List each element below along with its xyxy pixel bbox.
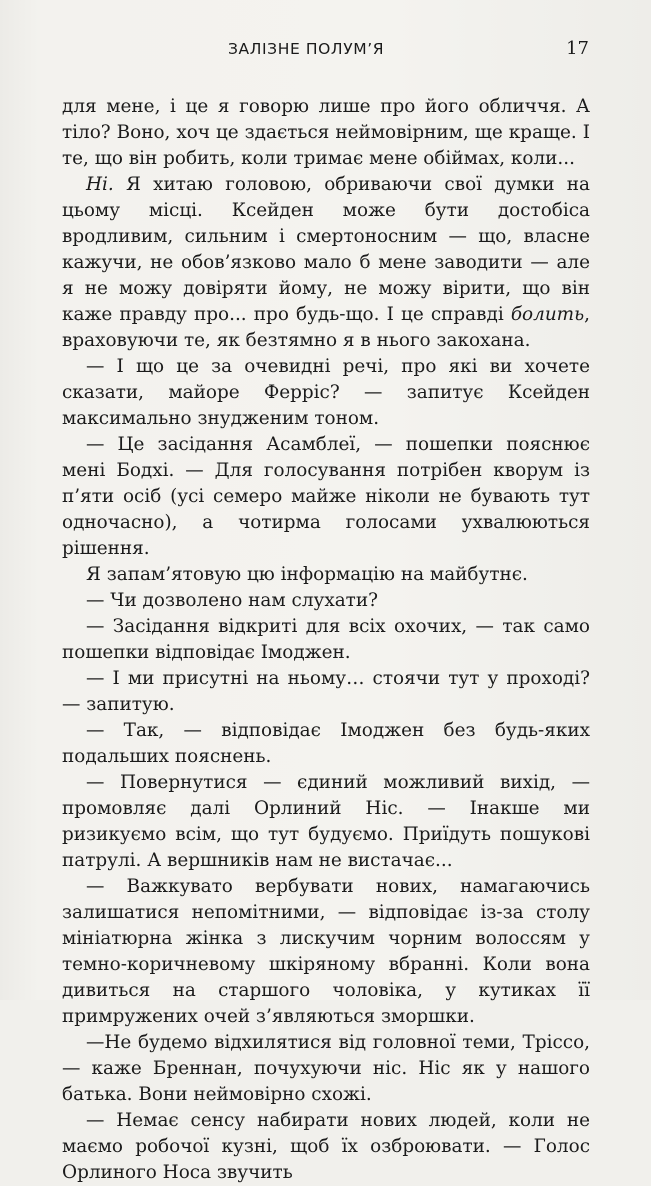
text-segment: — І що це за очевидні речі, про які ви хочете сказати, майоре Ферріс? — запитує Ксейден максимально знудженим тоном. bbox=[62, 356, 590, 429]
text-segment: Я запам’ятовую цю інформацію на майбутнє. bbox=[86, 564, 528, 585]
page-number: 17 bbox=[566, 38, 589, 59]
paragraph bbox=[62, 1030, 590, 1108]
text-segment: — Важкувато вербувати нових, намагаючись залишатися непомітними, — відповідає із-за столу мініатюрна жінка з лискучим чорним волоссям у темно-коричневому шкіряному вбранні. Коли вона дивиться на старшого чоловіка, у кутиках її примружених очей з’являються зморшки. bbox=[62, 876, 590, 1027]
paragraph bbox=[62, 562, 590, 588]
text-segment: — Повернутися — єдиний можливий вихід, — промовляє далі Орлиний Ніс. — Інакше ми ризикуємо всім, що тут будуємо. Приїдуть пошукові патрулі. А вершників нам не вистачає... bbox=[62, 772, 590, 871]
body-text bbox=[62, 94, 590, 1186]
paragraph bbox=[62, 1108, 590, 1186]
text-segment: — Немає сенсу набирати нових людей, коли не маємо робочої кузні, щоб їх озброювати. — Голос Орлиного Носа звучить bbox=[62, 1110, 590, 1183]
running-head-title: ЗАЛІЗНЕ ПОЛУМ’Я bbox=[228, 40, 385, 58]
text-segment: — Так, — відповідає Імоджен без будь-яких подальших пояснень. bbox=[62, 720, 590, 767]
text-segment: —Не будемо відхилятися від головної теми, Тріссо, — каже Бреннан, почухуючи ніс. Ніс як у нашого батька. Вони неймовірно схожі. bbox=[62, 1032, 590, 1105]
paragraph bbox=[62, 874, 590, 1030]
paragraph bbox=[62, 172, 590, 354]
paragraph bbox=[62, 354, 590, 432]
text-segment: — Засідання відкриті для всіх охочих, — так само пошепки відповідає Імоджен. bbox=[62, 616, 590, 663]
text-segment: — Це засідання Асамблеї, — пошепки пояснює мені Бодхі. — Для голосування потрібен кворум із п’яти осіб (усі семеро майже ніколи не бувають тут одночасно), а чотирма голосами ухвалюються рішення. bbox=[62, 434, 590, 559]
paragraph bbox=[62, 666, 590, 718]
paragraph bbox=[62, 770, 590, 874]
paragraph bbox=[62, 588, 590, 614]
paragraph bbox=[62, 614, 590, 666]
text-segment: — Чи дозволено нам слухати? bbox=[86, 590, 378, 611]
paragraph bbox=[62, 718, 590, 770]
text-segment: для мене, і це я говорю лише про його обличчя. А тіло? Воно, хоч це здається неймовірним, ще краще. І те, що він робить, коли тримає мене обіймах, коли... bbox=[62, 96, 590, 169]
text-segment: , враховуючи те, як безтямно я в нього закохана. bbox=[62, 304, 590, 351]
paragraph bbox=[62, 432, 590, 562]
text-segment: — І ми присутні на ньому… стоячи тут у проході? — запитую. bbox=[62, 668, 590, 715]
text-segment: Я хитаю головою, обриваючи свої думки на цьому місці. Ксейден може бути достобіса вродливим, сильним і смертоносним — що, власне кажучи, не обов’язково мало б мене заводити — але я не можу довіряти йому, не можу вірити, що він каже правду про... про будь-що. І це справді bbox=[62, 174, 590, 325]
italic-segment: Ні. bbox=[86, 174, 114, 195]
paragraph bbox=[62, 94, 590, 172]
italic-segment: болить bbox=[510, 304, 585, 325]
